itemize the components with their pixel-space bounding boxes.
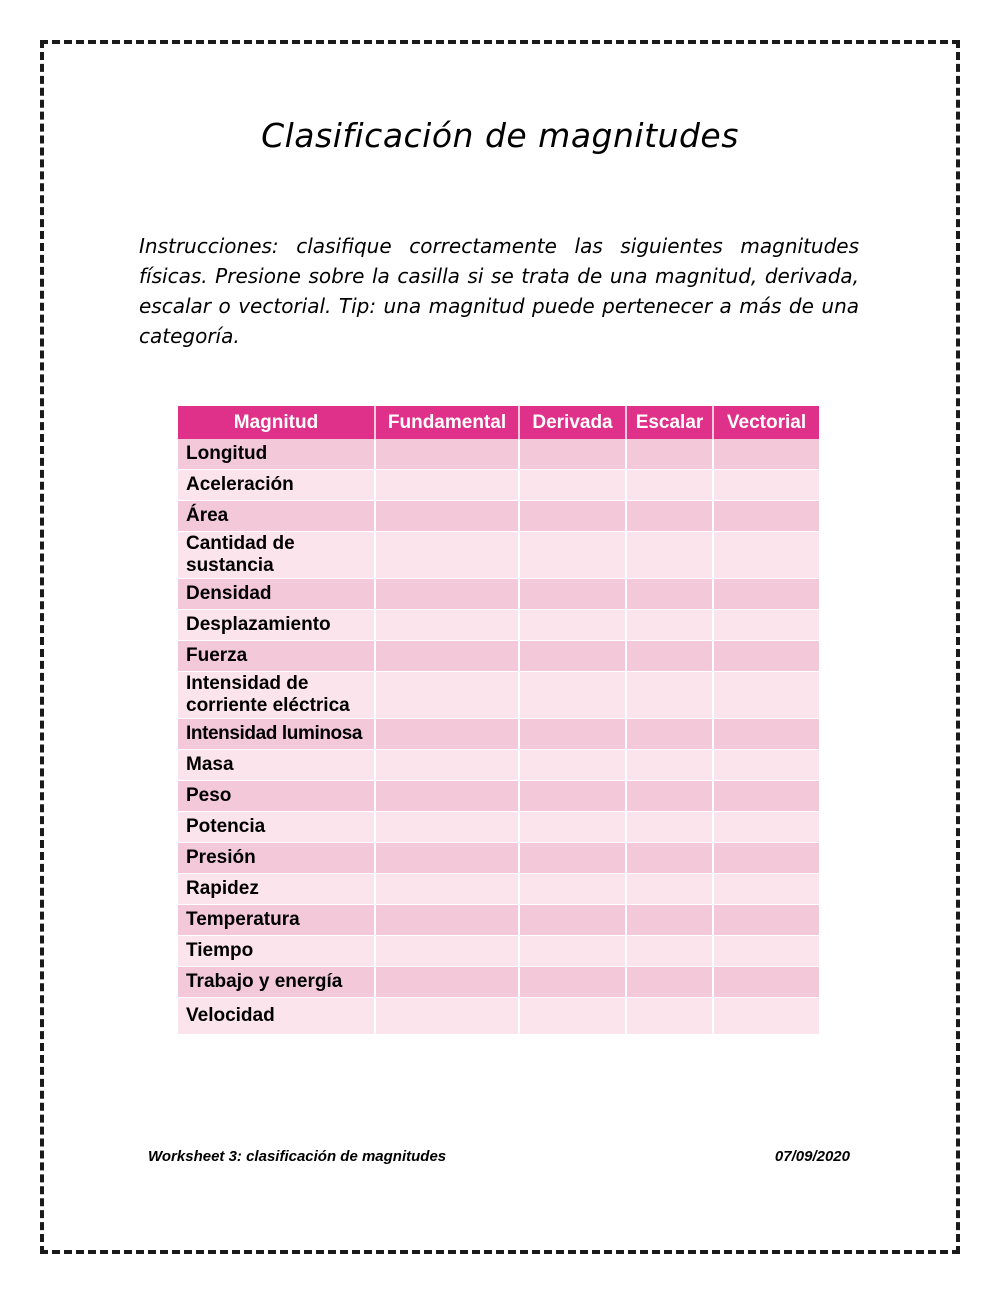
escalar-checkbox[interactable]	[626, 719, 713, 750]
magnitude-name: Intensidad luminosa	[178, 719, 375, 750]
fundamental-checkbox[interactable]	[375, 719, 519, 750]
escalar-checkbox[interactable]	[626, 781, 713, 812]
vectorial-checkbox[interactable]	[713, 812, 819, 843]
escalar-checkbox[interactable]	[626, 936, 713, 967]
derivada-checkbox[interactable]	[519, 579, 626, 610]
derivada-checkbox[interactable]	[519, 905, 626, 936]
fundamental-checkbox[interactable]	[375, 967, 519, 998]
table-row	[178, 874, 819, 905]
magnitude-name: Temperatura	[178, 905, 375, 936]
instructions-text: Instrucciones: clasifique correctamente las siguientes magnitudes físicas. Presione sobre la casilla si se trata de una magnitud, derivada, escalar o vectorial. Tip: una magnitud puede pertenecer a más de una categoría.	[139, 234, 859, 348]
vectorial-checkbox[interactable]	[713, 750, 819, 781]
vectorial-checkbox[interactable]	[713, 439, 819, 470]
table-row	[178, 905, 819, 936]
derivada-checkbox[interactable]	[519, 501, 626, 532]
fundamental-checkbox[interactable]	[375, 641, 519, 672]
header-magnitud: Magnitud	[178, 406, 375, 439]
magnitude-name: Presión	[178, 843, 375, 874]
magnitude-name: Densidad	[178, 579, 375, 610]
table-row	[178, 750, 819, 781]
vectorial-checkbox[interactable]	[713, 719, 819, 750]
table-row	[178, 579, 819, 610]
magnitude-name: Cantidad de sustancia	[178, 532, 375, 579]
fundamental-checkbox[interactable]	[375, 532, 519, 579]
table-row	[178, 719, 819, 750]
vectorial-checkbox[interactable]	[713, 532, 819, 579]
escalar-checkbox[interactable]	[626, 610, 713, 641]
magnitude-name: Área	[178, 501, 375, 532]
escalar-checkbox[interactable]	[626, 470, 713, 501]
table-row	[178, 967, 819, 998]
fundamental-checkbox[interactable]	[375, 672, 519, 719]
table-header-row	[178, 406, 819, 439]
escalar-checkbox[interactable]	[626, 672, 713, 719]
table-row	[178, 641, 819, 672]
table-row	[178, 470, 819, 501]
derivada-checkbox[interactable]	[519, 750, 626, 781]
footer-worksheet-label: Worksheet 3: clasificación de magnitudes	[148, 1148, 447, 1165]
header-escalar: Escalar	[626, 406, 713, 439]
vectorial-checkbox[interactable]	[713, 610, 819, 641]
escalar-checkbox[interactable]	[626, 812, 713, 843]
footer-date: 07/09/2020	[774, 1148, 850, 1165]
escalar-checkbox[interactable]	[626, 843, 713, 874]
escalar-checkbox[interactable]	[626, 641, 713, 672]
magnitude-name: Trabajo y energía	[178, 967, 375, 998]
escalar-checkbox[interactable]	[626, 579, 713, 610]
header-derivada: Derivada	[519, 406, 626, 439]
magnitude-name: Potencia	[178, 812, 375, 843]
fundamental-checkbox[interactable]	[375, 470, 519, 501]
derivada-checkbox[interactable]	[519, 998, 626, 1035]
fundamental-checkbox[interactable]	[375, 905, 519, 936]
table-row	[178, 812, 819, 843]
derivada-checkbox[interactable]	[519, 843, 626, 874]
vectorial-checkbox[interactable]	[713, 843, 819, 874]
vectorial-checkbox[interactable]	[713, 874, 819, 905]
fundamental-checkbox[interactable]	[375, 874, 519, 905]
fundamental-checkbox[interactable]	[375, 579, 519, 610]
derivada-checkbox[interactable]	[519, 874, 626, 905]
magnitude-name: Tiempo	[178, 936, 375, 967]
vectorial-checkbox[interactable]	[713, 470, 819, 501]
magnitude-name: Masa	[178, 750, 375, 781]
fundamental-checkbox[interactable]	[375, 501, 519, 532]
table-row	[178, 998, 819, 1035]
magnitude-name: Rapidez	[178, 874, 375, 905]
derivada-checkbox[interactable]	[519, 439, 626, 470]
vectorial-checkbox[interactable]	[713, 998, 819, 1035]
table-row	[178, 672, 819, 719]
header-vectorial: Vectorial	[713, 406, 819, 439]
derivada-checkbox[interactable]	[519, 812, 626, 843]
vectorial-checkbox[interactable]	[713, 641, 819, 672]
escalar-checkbox[interactable]	[626, 998, 713, 1035]
magnitude-name: Longitud	[178, 439, 375, 470]
derivada-checkbox[interactable]	[519, 532, 626, 579]
table-row	[178, 501, 819, 532]
vectorial-checkbox[interactable]	[713, 905, 819, 936]
vectorial-checkbox[interactable]	[713, 781, 819, 812]
derivada-checkbox[interactable]	[519, 936, 626, 967]
magnitude-name: Desplazamiento	[178, 610, 375, 641]
fundamental-checkbox[interactable]	[375, 781, 519, 812]
derivada-checkbox[interactable]	[519, 967, 626, 998]
escalar-checkbox[interactable]	[626, 501, 713, 532]
magnitude-name: Fuerza	[178, 641, 375, 672]
vectorial-checkbox[interactable]	[713, 579, 819, 610]
escalar-checkbox[interactable]	[626, 874, 713, 905]
fundamental-checkbox[interactable]	[375, 610, 519, 641]
fundamental-checkbox[interactable]	[375, 843, 519, 874]
derivada-checkbox[interactable]	[519, 719, 626, 750]
vectorial-checkbox[interactable]	[713, 501, 819, 532]
magnitude-name: Intensidad de corriente eléctrica	[178, 672, 375, 719]
derivada-checkbox[interactable]	[519, 470, 626, 501]
header-fundamental: Fundamental	[375, 406, 519, 439]
page-title: Clasificación de magnitudes	[261, 116, 739, 155]
vectorial-checkbox[interactable]	[713, 967, 819, 998]
table-row	[178, 532, 819, 579]
magnitudes-table	[178, 406, 819, 1035]
derivada-checkbox[interactable]	[519, 610, 626, 641]
magnitude-name: Aceleración	[178, 470, 375, 501]
derivada-checkbox[interactable]	[519, 672, 626, 719]
vectorial-checkbox[interactable]	[713, 936, 819, 967]
table-row	[178, 781, 819, 812]
table-row	[178, 843, 819, 874]
magnitude-name: Peso	[178, 781, 375, 812]
magnitude-name: Velocidad	[178, 998, 375, 1035]
table-row	[178, 439, 819, 470]
escalar-checkbox[interactable]	[626, 905, 713, 936]
derivada-checkbox[interactable]	[519, 781, 626, 812]
fundamental-checkbox[interactable]	[375, 936, 519, 967]
table-row	[178, 936, 819, 967]
fundamental-checkbox[interactable]	[375, 812, 519, 843]
vectorial-checkbox[interactable]	[713, 672, 819, 719]
escalar-checkbox[interactable]	[626, 439, 713, 470]
fundamental-checkbox[interactable]	[375, 998, 519, 1035]
fundamental-checkbox[interactable]	[375, 439, 519, 470]
escalar-checkbox[interactable]	[626, 532, 713, 579]
fundamental-checkbox[interactable]	[375, 750, 519, 781]
escalar-checkbox[interactable]	[626, 750, 713, 781]
table-row	[178, 610, 819, 641]
derivada-checkbox[interactable]	[519, 641, 626, 672]
escalar-checkbox[interactable]	[626, 967, 713, 998]
